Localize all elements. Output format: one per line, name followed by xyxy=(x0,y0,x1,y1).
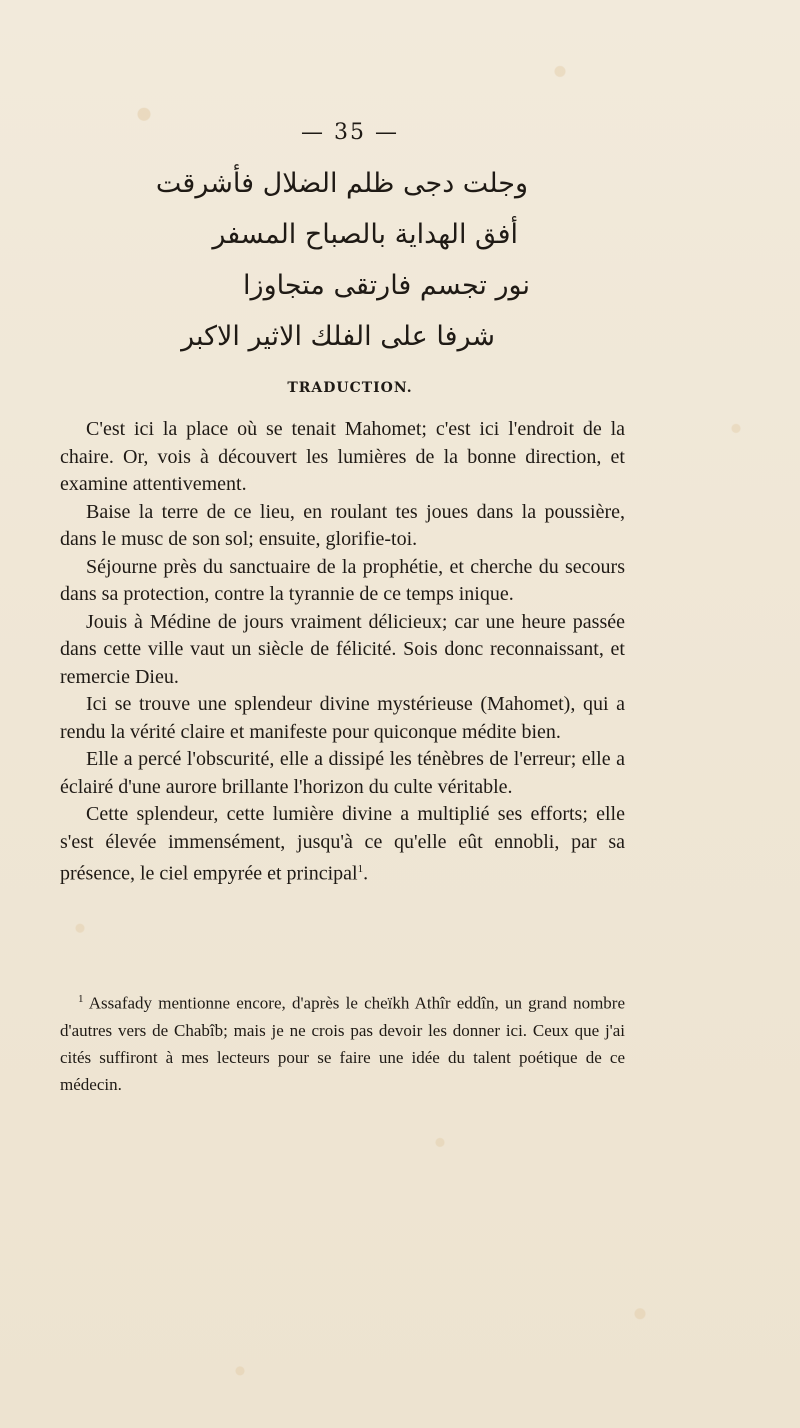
translation-text xyxy=(60,416,625,888)
translation-paragraph-last: Cette splendeur, cette lumière divine a multiplié ses efforts; elle s'est élevée immensément, jusqu'à ce qu'elle eût ennobli, par sa présence, le ciel empyrée et principal$^1$. xyxy=(60,803,625,885)
translation-paragraph: Ici se trouve une splendeur divine mystérieuse (Mahomet), qui a rendu la vérité claire et manifeste pour quiconque médite bien. xyxy=(60,693,625,743)
arabic-verse-line: وجلت دجى ظلم الضلال فأشرقت xyxy=(155,168,528,199)
footnote-reference: 1 xyxy=(357,863,364,875)
translation-paragraph: Jouis à Médine de jours vraiment délicieux; car une heure passée dans cette ville vaut un siècle de félicité. Sois donc reconnaissant, et remercie Dieu. xyxy=(60,610,625,688)
translation-paragraph: Elle a percé l'obscurité, elle a dissipé les ténèbres de l'erreur; elle a éclairé d'une aurore brillante l'horizon du culte véritable. xyxy=(60,748,625,798)
footnote-marker: 1 xyxy=(78,993,84,1005)
translation-paragraph: Baise la terre de ce lieu, en roulant tes joues dans la poussière, dans le musc de son sol; ensuite, glorifie-toi. xyxy=(60,500,625,550)
translation-heading: TRADUCTION. xyxy=(287,380,413,396)
footnote-text: Assafady mentionne encore, d'après le cheïkh Athîr eddîn, un grand nombre d'autres vers de Chabîb; mais je ne crois pas devoir les donner ici. Ceux que j'ai cités suffiront à mes lecteurs pour se faire une idée du talent poétique de ce médecin. xyxy=(60,993,626,1094)
arabic-verses xyxy=(120,158,540,362)
translation-paragraph-text: Cette splendeur, cette lumière divine a multiplié ses efforts; elle s'est élevée immensément, jusqu'à ce qu'elle eût ennobli, par sa présence, le ciel empyrée et principal xyxy=(60,803,625,885)
arabic-verse-line: أفق الهداية بالصباح المسفر xyxy=(212,219,518,250)
translation-paragraph: Séjourne près du sanctuaire de la prophétie, et cherche du secours dans sa protection, contre la tyrannie de ce temps inique. xyxy=(60,555,625,605)
page-number: — 35 — xyxy=(301,120,399,145)
footnote xyxy=(60,986,625,1098)
arabic-verse-line: شرفا على الفلك الاثير الاكبر xyxy=(181,321,495,352)
arabic-verse-line: نور تجسم فارتقى متجاوزا xyxy=(243,270,530,301)
translation-paragraph: C'est ici la place où se tenait Mahomet; c'est ici l'endroit de la chaire. Or, vois à découvert les lumières de la bonne direction, et examine attentivement. xyxy=(60,418,625,495)
